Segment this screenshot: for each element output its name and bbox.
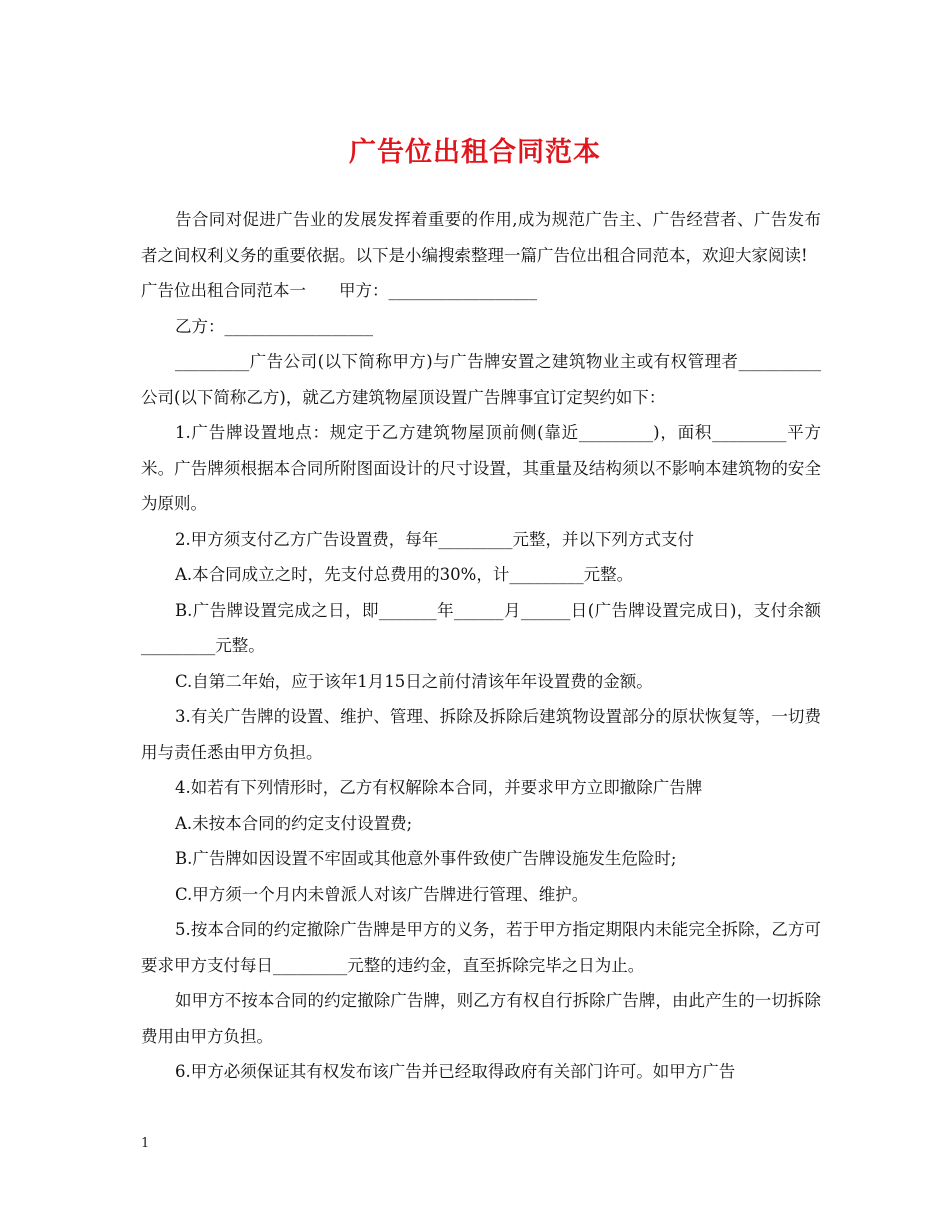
paragraph-clause-4c: C.甲方须一个月内未曾派人对该广告牌进行管理、维护。: [175, 884, 589, 904]
paragraph-preamble: _________广告公司(以下简称甲方)与广告牌安置之建筑物业主或有权管理者__________公司(以下简称乙方)，就乙方建筑物屋顶设置广告牌事宜订定契约如下：: [141, 352, 821, 407]
paragraph-clause-6: 6.甲方必须保证其有权发布该广告并已经取得政府有关部门许可。如甲方广告: [175, 1062, 736, 1081]
paragraph-clause-5-note: 如甲方不按本合同的约定撤除广告牌，则乙方有权自行拆除广告牌，由此产生的一切拆除费用由甲方负担。: [141, 991, 821, 1046]
paragraph-clause-2c: C.自第二年始，应于该年1月15日之前付清该年年设置费的金额。: [175, 671, 653, 691]
paragraph-party-a: 广告位出租合同范本一 甲方：__________________: [141, 281, 537, 300]
document-body: [141, 202, 821, 1090]
paragraph-clause-2: 2.甲方须支付乙方广告设置费，每年_________元整，并以下列方式支付: [175, 529, 694, 549]
paragraph-clause-2a: A.本合同成立之时，先支付总费用的30%，计_________元整。: [175, 565, 634, 584]
paragraph-clause-4a: A.未按本合同的约定支付设置费;: [175, 813, 413, 833]
paragraph-clause-1: 1.广告牌设置地点：规定于乙方建筑物屋顶前侧(靠近_________)，面积_________平方米。广告牌须根据本合同所附图面设计的尺寸设置，其重量及结构须以不影响本建筑物的安全为原则。: [141, 423, 821, 513]
document-title: 广告位出租合同范本: [349, 137, 601, 168]
paragraph-clause-3: 3.有关广告牌的设置、维护、管理、拆除及拆除后建筑物设置部分的原状恢复等，一切费用与责任悉由甲方负担。: [141, 707, 821, 762]
paragraph-clause-4: 4.如若有下列情形时，乙方有权解除本合同，并要求甲方立即撤除广告牌: [175, 778, 703, 797]
paragraph-intro: 告合同对促进广告业的发展发挥着重要的作用,成为规范广告主、广告经营者、广告发布者之间权利义务的重要依据。以下是小编搜索整理一篇广告位出租合同范本，欢迎大家阅读!: [141, 210, 821, 265]
paragraph-clause-5: 5.按本合同的约定撤除广告牌是甲方的义务，若于甲方指定期限内未能完全拆除，乙方可要求甲方支付每日_________元整的违约金，直至拆除完毕之日为止。: [141, 920, 821, 975]
page-number: 1: [141, 1136, 150, 1151]
paragraph-clause-4b: B.广告牌如因设置不牢固或其他意外事件致使广告牌设施发生危险时;: [175, 849, 677, 868]
paragraph-party-b: 乙方：__________________: [175, 316, 373, 336]
paragraph-clause-2b: B.广告牌设置完成之日，即_______年______月______日(广告牌设置完成日)，支付余额_________元整。: [141, 600, 821, 655]
